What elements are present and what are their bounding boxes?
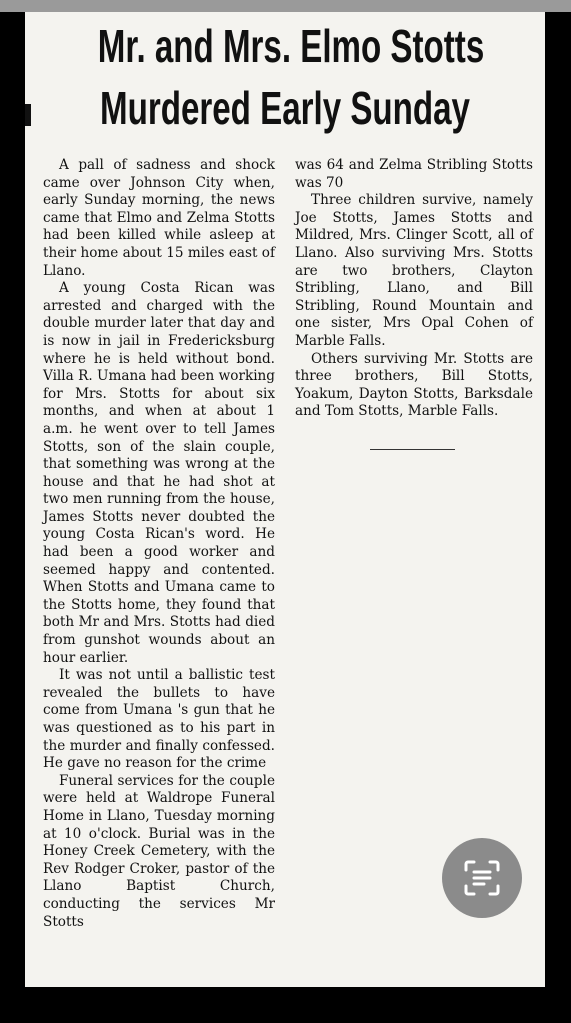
article-paragraph: Three children survive, namely Joe Stotts, James Stotts and Mildred, Mrs. Clinger Scott, all of Llano. Also surviving Mrs. Stotts are two brothers, Clayton Stribling, Llano, and Bill Stribling, Round Mountain and one sister, Mrs Opal Cohen of Marble Falls. [295, 192, 533, 349]
headline-line-2: Murdered Early Sunday [100, 82, 470, 134]
text-scan-icon [460, 856, 504, 900]
article-paragraph: was 64 and Zelma Stribling Stotts was 70 [295, 157, 533, 191]
end-rule [370, 449, 455, 450]
article-column-2 [295, 157, 533, 421]
article-column-1 [43, 157, 275, 931]
article-paragraph: Others surviving Mr. Stotts are three brothers, Bill Stotts, Yoakum, Dayton Stotts, Barksdale and Tom Stotts, Marble Falls. [295, 350, 533, 420]
adjacent-article-fragment [25, 104, 31, 126]
text-scan-button[interactable] [442, 838, 522, 918]
headline-line-1: Mr. and Mrs. Elmo Stotts [97, 20, 485, 72]
top-status-bar [0, 0, 571, 12]
article-paragraph: A young Costa Rican was arrested and charged with the double murder later that day and is now in jail in Fredericksburg where he is held without bond. Villa R. Umana had been working for Mrs. Stotts for about six months, and when at about 1 a.m. he went over to tell James Stotts, son of the slain couple, that something was wrong at the house and that he had shot at two men running from the house, James Stotts never doubted the young Costa Rican's word. He had been a good worker and seemed happy and contented. When Stotts and Umana came to the Stotts home, they found that both Mr and Mrs. Stotts had died from gunshot wounds about an hour earlier. [43, 280, 275, 666]
article-paragraph: A pall of sadness and shock came over Johnson City when, early Sunday morning, the news came that Elmo and Zelma Stotts had been killed while asleep at their home about 15 miles east of Llano. [43, 157, 275, 279]
article-paragraph: It was not until a ballistic test revealed the bullets to have come from Umana 's gun that he was questioned as to his part in the murder and finally confessed. He gave no reason for the crime [43, 667, 275, 772]
article-paragraph: Funeral services for the couple were held at Waldrope Funeral Home in Llano, Tuesday morning at 10 o'clock. Burial was in the Honey Creek Cemetery, with the Rev Rodger Croker, pastor of the Llano Baptist Church, conducting the services Mr Stotts [43, 772, 275, 930]
